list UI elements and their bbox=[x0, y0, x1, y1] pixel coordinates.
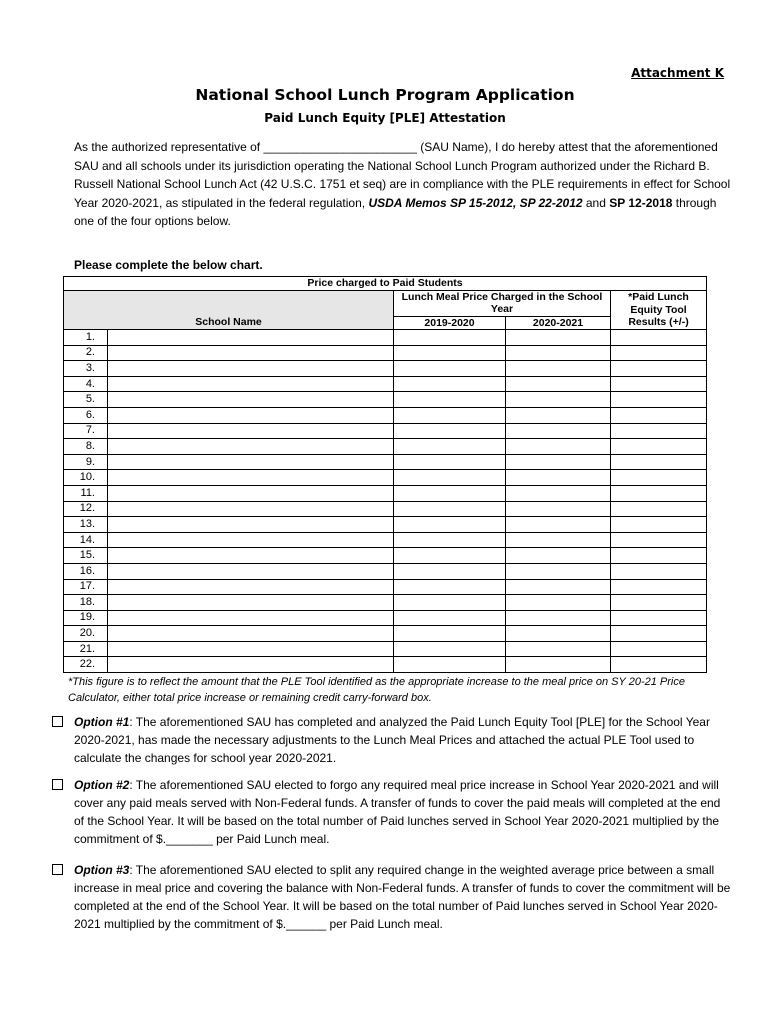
option-2-title: Option #2 bbox=[74, 778, 130, 792]
ple-result-cell[interactable] bbox=[611, 595, 707, 611]
price-2020-2021-cell[interactable] bbox=[506, 376, 611, 392]
price-2020-2021-cell[interactable] bbox=[506, 470, 611, 486]
price-2020-2021-cell[interactable] bbox=[506, 595, 611, 611]
table-row bbox=[64, 626, 707, 642]
school-name-cell[interactable] bbox=[108, 579, 394, 595]
table-row bbox=[64, 641, 707, 657]
school-name-cell[interactable] bbox=[108, 485, 394, 501]
school-name-cell[interactable] bbox=[108, 517, 394, 533]
option-1-text: : The aforementioned SAU has completed and analyzed the Paid Lunch Equity Tool [PLE] for the School Year 2020-2021, has made the necessary adjustments to the Lunch Meal Prices and attached the actual PLE Tool used to calculate the changes for school year 2020-2021. bbox=[74, 715, 710, 765]
price-2020-2021-cell[interactable] bbox=[506, 330, 611, 346]
ple-result-cell[interactable] bbox=[611, 641, 707, 657]
row-number: 20. bbox=[64, 626, 108, 642]
row-number: 4. bbox=[64, 376, 108, 392]
table-row bbox=[64, 423, 707, 439]
ple-result-cell[interactable] bbox=[611, 330, 707, 346]
school-name-cell[interactable] bbox=[108, 376, 394, 392]
table-row bbox=[64, 501, 707, 517]
price-2020-2021-cell[interactable] bbox=[506, 407, 611, 423]
ple-result-cell[interactable] bbox=[611, 392, 707, 408]
row-number: 8. bbox=[64, 439, 108, 455]
option-3-title: Option #3 bbox=[74, 863, 130, 877]
price-2020-2021-cell[interactable] bbox=[506, 361, 611, 377]
price-2019-2020-cell[interactable] bbox=[394, 330, 506, 346]
school-name-cell[interactable] bbox=[108, 657, 394, 673]
price-2019-2020-cell[interactable] bbox=[394, 579, 506, 595]
ple-result-cell[interactable] bbox=[611, 423, 707, 439]
intro-text-2: and bbox=[582, 195, 610, 210]
table-row bbox=[64, 439, 707, 455]
price-2019-2020-cell[interactable] bbox=[394, 517, 506, 533]
price-2019-2020-cell[interactable] bbox=[394, 548, 506, 564]
price-2019-2020-cell[interactable] bbox=[394, 657, 506, 673]
price-2020-2021-cell[interactable] bbox=[506, 626, 611, 642]
ple-result-cell[interactable] bbox=[611, 376, 707, 392]
option-2 bbox=[52, 776, 732, 848]
table-row bbox=[64, 563, 707, 579]
chart-body bbox=[64, 330, 707, 673]
school-name-cell[interactable] bbox=[108, 361, 394, 377]
price-2020-2021-cell[interactable] bbox=[506, 454, 611, 470]
row-number: 5. bbox=[64, 392, 108, 408]
attachment-label: Attachment K bbox=[631, 66, 724, 80]
price-2020-2021-cell[interactable] bbox=[506, 657, 611, 673]
year-2020-2021-header: 2020-2021 bbox=[506, 316, 611, 330]
school-name-cell[interactable] bbox=[108, 595, 394, 611]
row-number: 16. bbox=[64, 563, 108, 579]
row-number: 17. bbox=[64, 579, 108, 595]
price-2020-2021-cell[interactable] bbox=[506, 548, 611, 564]
ple-result-cell[interactable] bbox=[611, 361, 707, 377]
table-row bbox=[64, 345, 707, 361]
price-2020-2021-cell[interactable] bbox=[506, 439, 611, 455]
year-2019-2020-header: 2019-2020 bbox=[394, 316, 506, 330]
school-name-cell[interactable] bbox=[108, 563, 394, 579]
school-name-cell[interactable] bbox=[108, 641, 394, 657]
price-2019-2020-cell[interactable] bbox=[394, 532, 506, 548]
ple-result-cell[interactable] bbox=[611, 439, 707, 455]
ple-result-cell[interactable] bbox=[611, 548, 707, 564]
ple-result-cell[interactable] bbox=[611, 470, 707, 486]
price-2019-2020-cell[interactable] bbox=[394, 485, 506, 501]
price-2019-2020-cell[interactable] bbox=[394, 470, 506, 486]
school-name-cell[interactable] bbox=[108, 439, 394, 455]
chart-footnote: *This figure is to reflect the amount that the PLE Tool identified as the appropriate increase to the meal price on SY 20-21 Price Calculator, either total price increase or remaining credit carry-forward box. bbox=[68, 676, 685, 704]
table-row bbox=[64, 548, 707, 564]
price-2019-2020-cell[interactable] bbox=[394, 361, 506, 377]
chart-instruction: Please complete the below chart. bbox=[74, 258, 263, 272]
price-2020-2021-cell[interactable] bbox=[506, 579, 611, 595]
ple-result-cell[interactable] bbox=[611, 517, 707, 533]
price-2020-2021-cell[interactable] bbox=[506, 563, 611, 579]
ple-result-cell[interactable] bbox=[611, 626, 707, 642]
price-2019-2020-cell[interactable] bbox=[394, 376, 506, 392]
lunch-price-header: Lunch Meal Price Charged in the School Year bbox=[394, 290, 611, 316]
price-2019-2020-cell[interactable] bbox=[394, 626, 506, 642]
table-row bbox=[64, 610, 707, 626]
table-row bbox=[64, 330, 707, 346]
table-row bbox=[64, 657, 707, 673]
price-2019-2020-cell[interactable] bbox=[394, 392, 506, 408]
option-1-checkbox[interactable] bbox=[52, 716, 63, 727]
option-2-text: : The aforementioned SAU elected to forgo any required meal price increase in School Year 2020-2021 and will cover any paid meals served with Non-Federal funds. A transfer of funds to cover the paid meals will completed at the end of the School Year. It will be based on the total number of Paid lunches served in School Year 2020-2021 multiplied by the commitment of $._______ per Paid Lunch meal. bbox=[74, 778, 721, 846]
intro-memo-1: USDA Memos SP 15-2012, SP 22-2012 bbox=[368, 195, 583, 210]
price-2020-2021-cell[interactable] bbox=[506, 345, 611, 361]
table-row bbox=[64, 579, 707, 595]
ple-result-cell[interactable] bbox=[611, 610, 707, 626]
school-name-cell[interactable] bbox=[108, 610, 394, 626]
price-2019-2020-cell[interactable] bbox=[394, 610, 506, 626]
table-row bbox=[64, 392, 707, 408]
attestation-paragraph bbox=[74, 138, 734, 231]
price-2019-2020-cell[interactable] bbox=[394, 345, 506, 361]
price-2019-2020-cell[interactable] bbox=[394, 439, 506, 455]
school-name-cell[interactable] bbox=[108, 423, 394, 439]
ple-result-cell[interactable] bbox=[611, 407, 707, 423]
price-2020-2021-cell[interactable] bbox=[506, 501, 611, 517]
school-name-cell[interactable] bbox=[108, 501, 394, 517]
ple-result-cell[interactable] bbox=[611, 454, 707, 470]
price-chart-table bbox=[63, 276, 707, 673]
school-name-cell[interactable] bbox=[108, 330, 394, 346]
row-number: 3. bbox=[64, 361, 108, 377]
price-2020-2021-cell[interactable] bbox=[506, 532, 611, 548]
row-number: 9. bbox=[64, 454, 108, 470]
option-3 bbox=[52, 861, 732, 933]
row-number: 11. bbox=[64, 485, 108, 501]
row-number: 12. bbox=[64, 501, 108, 517]
school-name-cell[interactable] bbox=[108, 626, 394, 642]
price-2019-2020-cell[interactable] bbox=[394, 641, 506, 657]
ple-result-cell[interactable] bbox=[611, 563, 707, 579]
group-header: Price charged to Paid Students bbox=[64, 277, 707, 291]
ple-result-cell[interactable] bbox=[611, 579, 707, 595]
school-name-cell[interactable] bbox=[108, 470, 394, 486]
ple-result-cell[interactable] bbox=[611, 657, 707, 673]
price-2020-2021-cell[interactable] bbox=[506, 517, 611, 533]
row-number: 2. bbox=[64, 345, 108, 361]
price-2019-2020-cell[interactable] bbox=[394, 563, 506, 579]
price-2020-2021-cell[interactable] bbox=[506, 485, 611, 501]
price-2019-2020-cell[interactable] bbox=[394, 501, 506, 517]
row-number: 7. bbox=[64, 423, 108, 439]
row-number: 19. bbox=[64, 610, 108, 626]
price-2019-2020-cell[interactable] bbox=[394, 595, 506, 611]
school-name-cell[interactable] bbox=[108, 345, 394, 361]
ple-result-cell[interactable] bbox=[611, 532, 707, 548]
option-1-title: Option #1 bbox=[74, 715, 130, 729]
option-3-checkbox[interactable] bbox=[52, 864, 63, 875]
school-name-cell[interactable] bbox=[108, 392, 394, 408]
table-row bbox=[64, 517, 707, 533]
price-2020-2021-cell[interactable] bbox=[506, 641, 611, 657]
ple-result-cell[interactable] bbox=[611, 485, 707, 501]
option-1 bbox=[52, 713, 732, 767]
ple-results-header: *Paid Lunch Equity Tool Results (+/-) bbox=[611, 290, 707, 330]
school-name-cell[interactable] bbox=[108, 548, 394, 564]
row-number: 21. bbox=[64, 641, 108, 657]
school-name-cell[interactable] bbox=[108, 532, 394, 548]
table-row bbox=[64, 485, 707, 501]
intro-text-1: As the authorized representative of _______________________ (SAU Name), I do hereby attest that the aforementioned SAU and all schools under its jurisdiction operating the National School Lunch Program authorized under the Richard B. Russell National School Lunch Act (42 U.S.C. 1751 et seq) are in compliance with the PLE requirements in effect for School Year 2020-2021, as stipulated in the federal regulation, bbox=[74, 140, 731, 210]
school-name-cell[interactable] bbox=[108, 454, 394, 470]
row-number: 18. bbox=[64, 595, 108, 611]
table-row bbox=[64, 376, 707, 392]
row-number: 15. bbox=[64, 548, 108, 564]
table-row bbox=[64, 407, 707, 423]
school-name-cell[interactable] bbox=[108, 407, 394, 423]
table-row bbox=[64, 470, 707, 486]
price-2019-2020-cell[interactable] bbox=[394, 454, 506, 470]
price-2020-2021-cell[interactable] bbox=[506, 423, 611, 439]
row-number: 14. bbox=[64, 532, 108, 548]
row-number: 10. bbox=[64, 470, 108, 486]
price-2019-2020-cell[interactable] bbox=[394, 407, 506, 423]
price-2020-2021-cell[interactable] bbox=[506, 392, 611, 408]
row-number: 22. bbox=[64, 657, 108, 673]
intro-text-3: through one of the four options below. bbox=[74, 195, 717, 228]
ple-result-cell[interactable] bbox=[611, 501, 707, 517]
price-2019-2020-cell[interactable] bbox=[394, 423, 506, 439]
page-subtitle: Paid Lunch Equity [PLE] Attestation bbox=[264, 111, 506, 125]
ple-result-cell[interactable] bbox=[611, 345, 707, 361]
school-name-header: School Name bbox=[64, 290, 394, 330]
option-2-checkbox[interactable] bbox=[52, 779, 63, 790]
row-number: 6. bbox=[64, 407, 108, 423]
option-3-text: : The aforementioned SAU elected to split any required change in the weighted average price between a small increase in meal price and covering the balance with Non-Federal funds. A transfer of funds to cover the commitment will be completed at the end of the School Year. It will be based on the total number of Paid lunches served in School Year 2020-2021 multiplied by the commitment of $.______ per Paid Lunch meal. bbox=[74, 863, 731, 931]
table-row bbox=[64, 595, 707, 611]
price-2020-2021-cell[interactable] bbox=[506, 610, 611, 626]
row-number: 13. bbox=[64, 517, 108, 533]
table-row bbox=[64, 361, 707, 377]
intro-memo-2: SP 12-2018 bbox=[609, 195, 673, 210]
row-number: 1. bbox=[64, 330, 108, 346]
page-title: National School Lunch Program Application bbox=[195, 86, 575, 104]
table-row bbox=[64, 454, 707, 470]
table-row bbox=[64, 532, 707, 548]
